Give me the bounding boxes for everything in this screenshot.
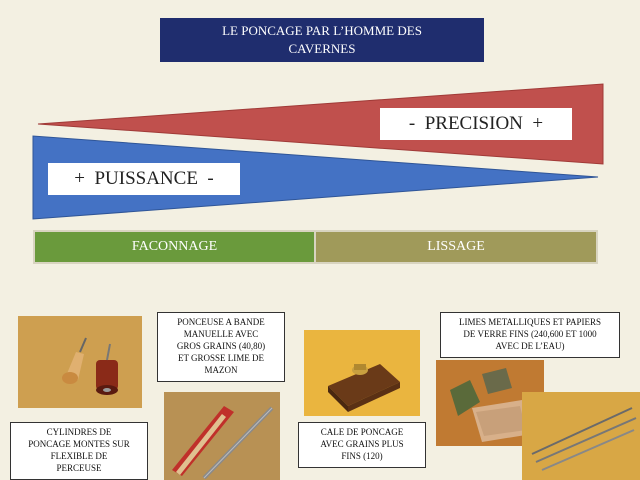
- sanding-block-icon: [304, 330, 420, 416]
- precision-label: - PRECISION +: [380, 108, 572, 140]
- file-tool-icon: [164, 392, 280, 480]
- caption-line: GROS GRAINS (40,80): [176, 341, 266, 351]
- caption-line: MANUELLE AVEC: [183, 329, 259, 339]
- caption-limes: [440, 312, 620, 358]
- title-line-2: CAVERNES: [288, 41, 356, 56]
- needle-files-icon: [522, 392, 640, 480]
- caption-line: AVEC DE L’EAU): [495, 341, 565, 351]
- sanding-drum-icon: [18, 316, 142, 408]
- caption-ponceuse: [157, 312, 285, 382]
- caption-line: CALE DE PONCAGE: [320, 427, 404, 437]
- caption-line: AVEC GRAINS PLUS: [320, 439, 404, 449]
- caption-line: CYLINDRES DE: [46, 427, 112, 437]
- caption-line: PONCEUSE A BANDE: [177, 317, 265, 327]
- faconnage-bar: FACONNAGE: [33, 230, 316, 264]
- caption-line: PERCEUSE: [56, 463, 102, 473]
- caption-line: ET GROSSE LIME DE: [177, 353, 265, 363]
- caption-line: FINS (120): [341, 451, 383, 461]
- caption-line: MAZON: [204, 365, 238, 375]
- caption-line: DE VERRE FINS (240,600 ET 1000: [463, 329, 597, 339]
- caption-cale: [298, 422, 426, 468]
- caption-line: FLEXIBLE DE: [50, 451, 108, 461]
- caption-line: PONCAGE MONTES SUR: [28, 439, 130, 449]
- title-line-1: LE PONCAGE PAR L’HOMME DES: [222, 23, 422, 38]
- puissance-label: + PUISSANCE -: [48, 163, 240, 195]
- caption-line: LIMES METALLIQUES ET PAPIERS: [458, 317, 602, 327]
- lissage-bar: LISSAGE: [314, 230, 598, 264]
- caption-cylindres: [10, 422, 148, 480]
